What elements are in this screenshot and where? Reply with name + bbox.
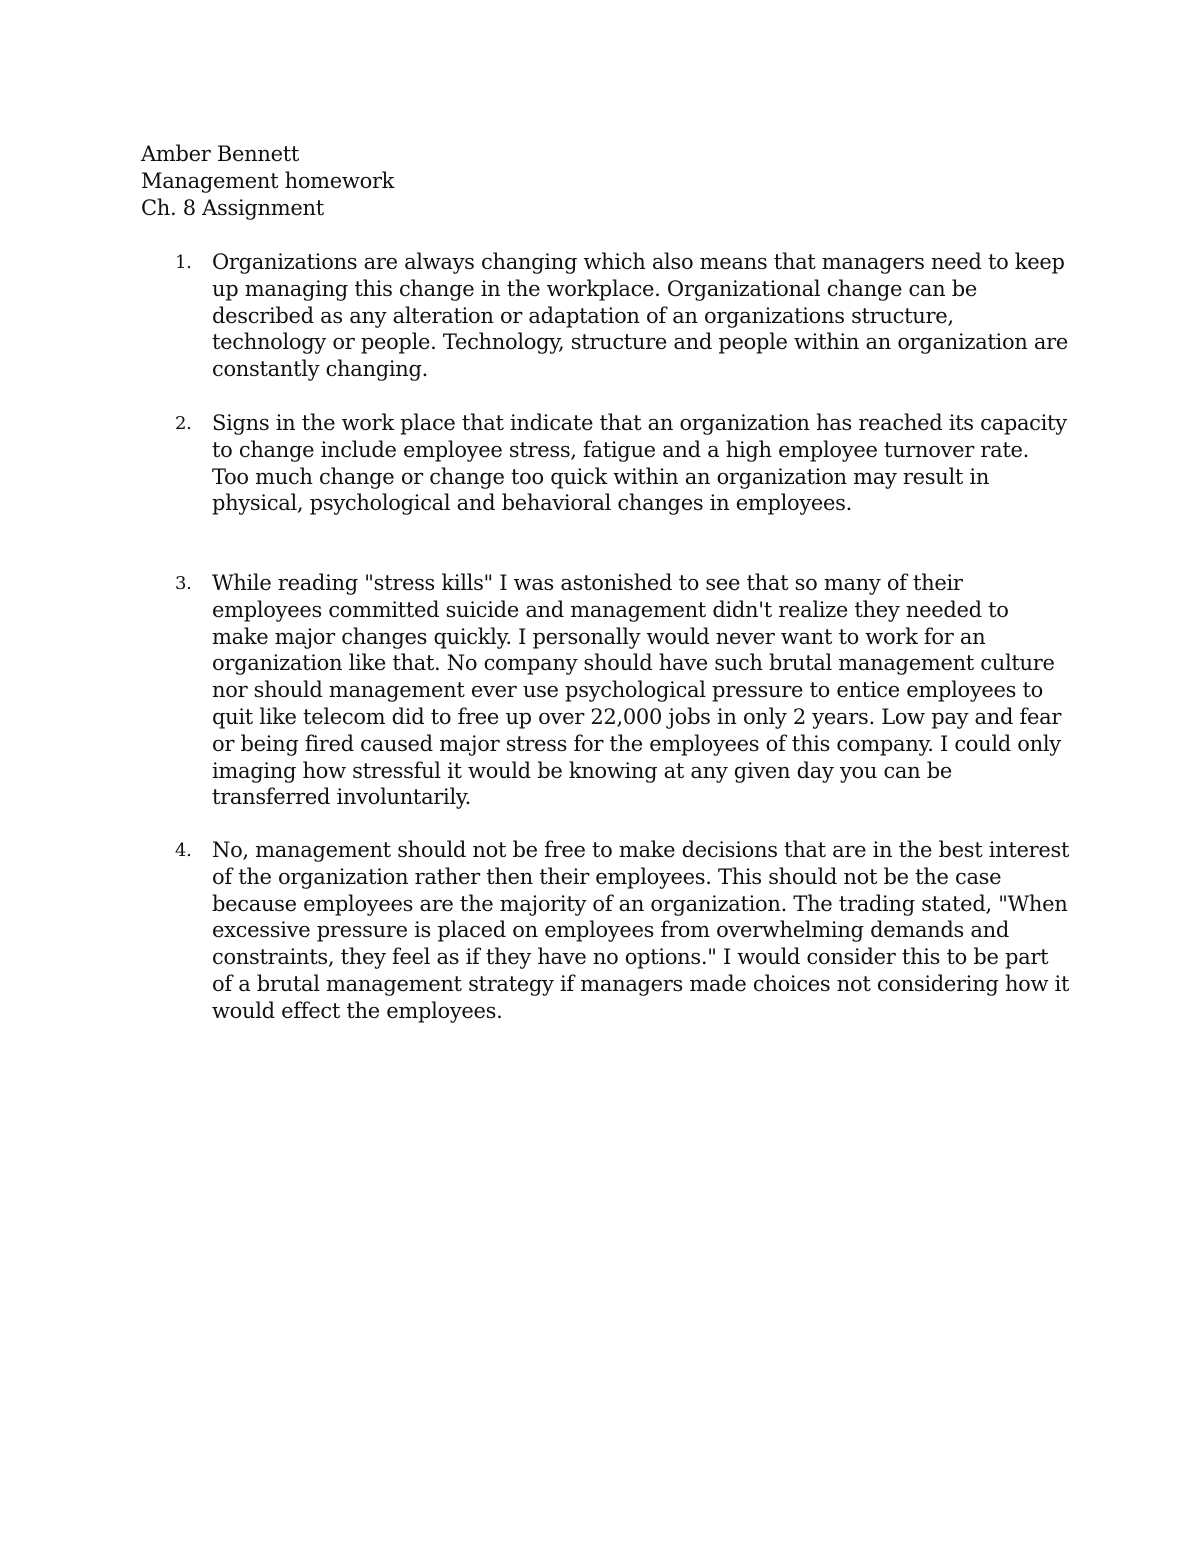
item-number: 2. [175, 413, 192, 434]
answer-item-1 [141, 249, 1071, 383]
item-number: 4. [175, 840, 192, 861]
assignment-title: Ch. 8 Assignment [141, 196, 324, 220]
course-title: Management homework [141, 169, 395, 193]
item-text: Organizations are always changing which also means that managers need to keep up managing this change in the workplace. Organizational change can be described as any alteration or adaptation of an organizations structure, technology or people. Technology, structure and people within an organization are constantly changing. [212, 250, 1068, 382]
item-text: Signs in the work place that indicate that an organization has reached its capacity to change include employee stress, fatigue and a high employee turnover rate. Too much change or change too quick within an organization may result in physical, psychological and behavioral changes in employees. [212, 411, 1067, 516]
author-name: Amber Bennett [141, 142, 299, 166]
item-text: No, management should not be free to make decisions that are in the best interest of the organization rather then their employees. This should not be the case because employees are the majority of an organization. The trading stated, "When excessive pressure is placed on employees from overwhelming demands and constraints, they feel as if they have no options." I would consider this to be part of a brutal management strategy if managers made choices not considering how it would effect the employees. [212, 838, 1070, 1023]
answer-item-3 [141, 570, 1071, 811]
document-header [141, 141, 394, 222]
item-number: 3. [175, 573, 192, 594]
item-text: While reading "stress kills" I was astonished to see that so many of their employees committed suicide and management didn't realize they needed to make major changes quickly. I personally would never want to work for an organization like that. No company should have such brutal management culture nor should management ever use psychological pressure to entice employees to quit like telecom did to free up over 22,000 jobs in only 2 years. Low pay and fear or being fired caused major stress for the employees of this company. I could only imaging how stressful it would be knowing at any given day you can be transferred involuntarily. [212, 571, 1062, 810]
answer-item-2 [141, 410, 1071, 517]
item-number: 1. [175, 252, 192, 273]
answer-item-4 [141, 837, 1071, 1025]
